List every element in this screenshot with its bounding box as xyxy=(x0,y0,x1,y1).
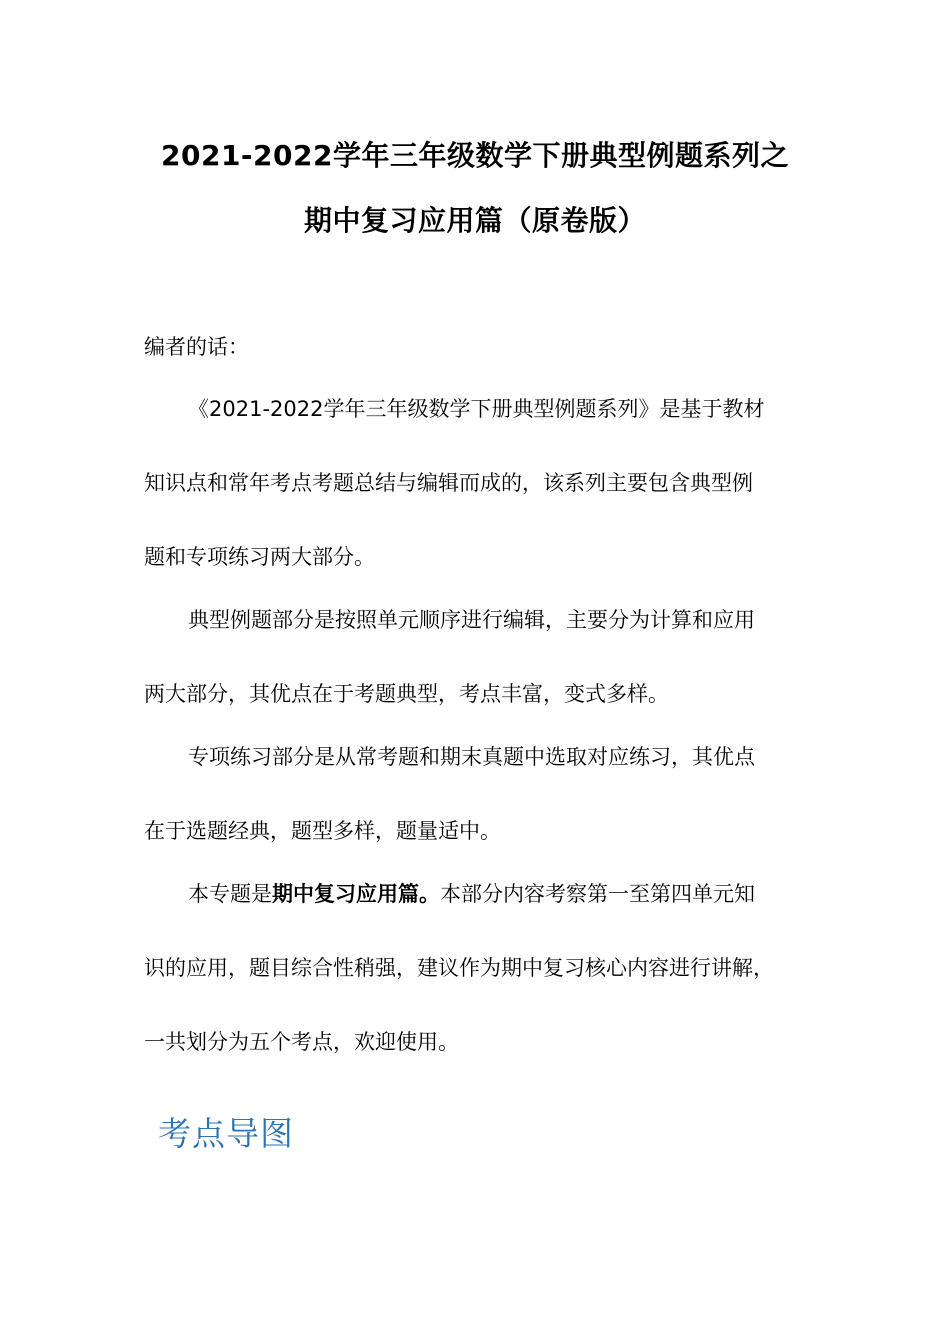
paragraph-4-bold-punct: 。 xyxy=(419,882,440,906)
document-title-line-2: 期中复习应用篇（原卷版） xyxy=(303,204,646,237)
paragraph-4-line-1 xyxy=(188,880,755,908)
paragraph-4-line-2: 识的应用，题目综合性稍强，建议作为期中复习核心内容进行讲解， xyxy=(144,956,774,980)
paragraph-4-line-3: 一共划分为五个考点，欢迎使用。 xyxy=(144,1030,459,1054)
paragraph-1-line-3: 题和专项练习两大部分。 xyxy=(144,545,375,569)
paragraph-2-line-2: 两大部分，其优点在于考题典型，考点丰富，变式多样。 xyxy=(144,682,669,706)
section-heading-kaodian-daotu: 考点导图 xyxy=(158,1114,294,1153)
paragraph-1-line-2: 知识点和常年考点考题总结与编辑而成的，该系列主要包含典型例 xyxy=(144,471,753,495)
editor-note-heading: 编者的话： xyxy=(144,335,249,359)
document-title-line-1: 2021-2022学年三年级数学下册典型例题系列之 xyxy=(161,139,789,172)
paragraph-4-suffix: 本部分内容考察第一至第四单元知 xyxy=(440,882,755,906)
paragraph-4-bold-topic: 期中复习应用篇 xyxy=(272,882,419,906)
paragraph-1-line-1: 《2021-2022学年三年级数学下册典型例题系列》是基于教材 xyxy=(188,397,765,421)
paragraph-3-line-2: 在于选题经典，题型多样，题量适中。 xyxy=(144,819,501,843)
paragraph-3-line-1: 专项练习部分是从常考题和期末真题中选取对应练习，其优点 xyxy=(188,745,755,769)
paragraph-4-prefix: 本专题是 xyxy=(188,882,272,906)
paragraph-2-line-1: 典型例题部分是按照单元顺序进行编辑，主要分为计算和应用 xyxy=(188,608,755,632)
